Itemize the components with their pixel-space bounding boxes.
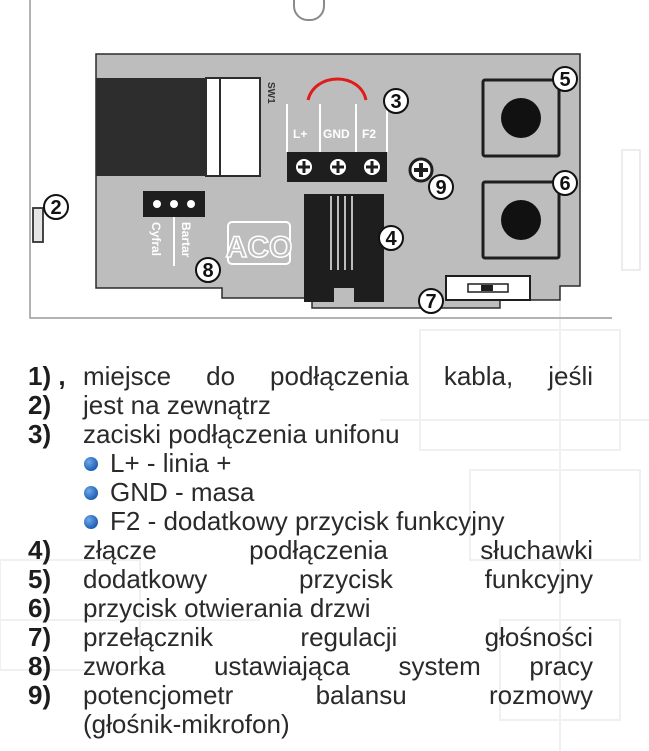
aco-logo: ACO xyxy=(225,231,293,264)
legend-item-7 xyxy=(28,623,593,652)
svg-text:6: 6 xyxy=(559,173,571,195)
legend-text: przycisk otwierania drzwi xyxy=(83,593,371,623)
svg-text:9: 9 xyxy=(435,177,447,199)
terminal-label-gnd: GND xyxy=(323,127,350,141)
volume-switch-knob xyxy=(481,285,493,291)
svg-text:8: 8 xyxy=(202,260,214,282)
legend-item-6 xyxy=(28,594,593,623)
legend-number: 1) , xyxy=(28,361,66,391)
legend-text: potencjometr balansu rozmowy xyxy=(83,680,593,710)
sw1-switch-body xyxy=(96,78,206,176)
pcb-svg xyxy=(0,0,649,340)
jumper-label-bartar: Bartar xyxy=(179,222,193,258)
callout-4 xyxy=(379,226,403,250)
legend-text: (głośnik-mikrofon) xyxy=(83,709,290,739)
legend-text: GND - masa xyxy=(110,477,255,507)
jumper-label-cyfral: Cyfral xyxy=(149,222,163,257)
bullet-icon xyxy=(84,486,98,500)
legend-number: 6) xyxy=(28,593,52,623)
legend-item-8 xyxy=(28,652,593,681)
legend-item-2 xyxy=(28,391,593,420)
legend-text: F2 - dodatkowy przycisk funkcyjny xyxy=(110,506,505,536)
legend-text: miejsce do podłączenia kabla, jeśli xyxy=(83,361,593,391)
terminal-screw-icons xyxy=(296,159,380,175)
callout-9 xyxy=(429,175,453,199)
legend-number: 4) xyxy=(28,535,52,565)
callout-6 xyxy=(553,171,577,195)
legend-item-4 xyxy=(28,536,593,565)
function-button xyxy=(501,98,541,138)
legend-item-9-continued xyxy=(28,710,593,739)
legend-text: dodatkowy przycisk funkcyjny xyxy=(83,564,593,594)
legend-item-9 xyxy=(28,681,593,710)
legend-number: 2) xyxy=(28,390,52,420)
svg-text:3: 3 xyxy=(390,91,402,113)
terminal-label-f2: F2 xyxy=(362,127,377,141)
svg-text:5: 5 xyxy=(559,69,571,91)
legend-subitem-lplus xyxy=(28,449,593,478)
legend-number: 8) xyxy=(28,651,52,681)
legend-number: 7) xyxy=(28,622,52,652)
bullet-icon xyxy=(84,457,98,471)
terminal-label-lplus: L+ xyxy=(293,127,308,141)
bullet-icon xyxy=(84,515,98,529)
legend-text: zworka ustawiająca system pracy xyxy=(83,651,593,681)
legend-text: przełącznik regulacji głośności xyxy=(83,622,593,652)
legend-subitem-f2 xyxy=(28,507,593,536)
legend-number: 9) xyxy=(28,680,52,710)
legend-text: złącze podłączenia słuchawki xyxy=(83,535,593,565)
legend-item-5 xyxy=(28,565,593,594)
sw1-switch-side xyxy=(220,78,260,176)
callout-2 xyxy=(44,195,68,219)
svg-text:2: 2 xyxy=(50,197,62,219)
intercom-pcb-diagram xyxy=(0,0,649,340)
legend-text: L+ - linia + xyxy=(110,448,232,478)
legend-subitem-gnd xyxy=(28,478,593,507)
callout-7 xyxy=(419,289,443,313)
legend-item-1 xyxy=(28,362,593,391)
legend-item-3 xyxy=(28,420,593,449)
legend-number: 5) xyxy=(28,564,52,594)
cable-entry xyxy=(33,208,43,242)
callout-8 xyxy=(196,258,220,282)
callout-5 xyxy=(553,67,577,91)
door-button xyxy=(501,200,541,240)
legend-text: zaciski podłączenia unifonu xyxy=(83,419,400,449)
legend-number: 3) xyxy=(28,419,52,449)
watermark-decor xyxy=(622,150,640,270)
callout-3 xyxy=(384,89,408,113)
svg-text:4: 4 xyxy=(385,228,397,250)
housing-top-slot xyxy=(294,0,324,20)
sw1-label: SW1 xyxy=(265,82,276,104)
sw1-switch-lever xyxy=(206,78,220,176)
potentiometer-icon xyxy=(410,159,432,181)
svg-text:7: 7 xyxy=(425,291,437,313)
legend-text: jest na zewnątrz xyxy=(83,390,271,420)
